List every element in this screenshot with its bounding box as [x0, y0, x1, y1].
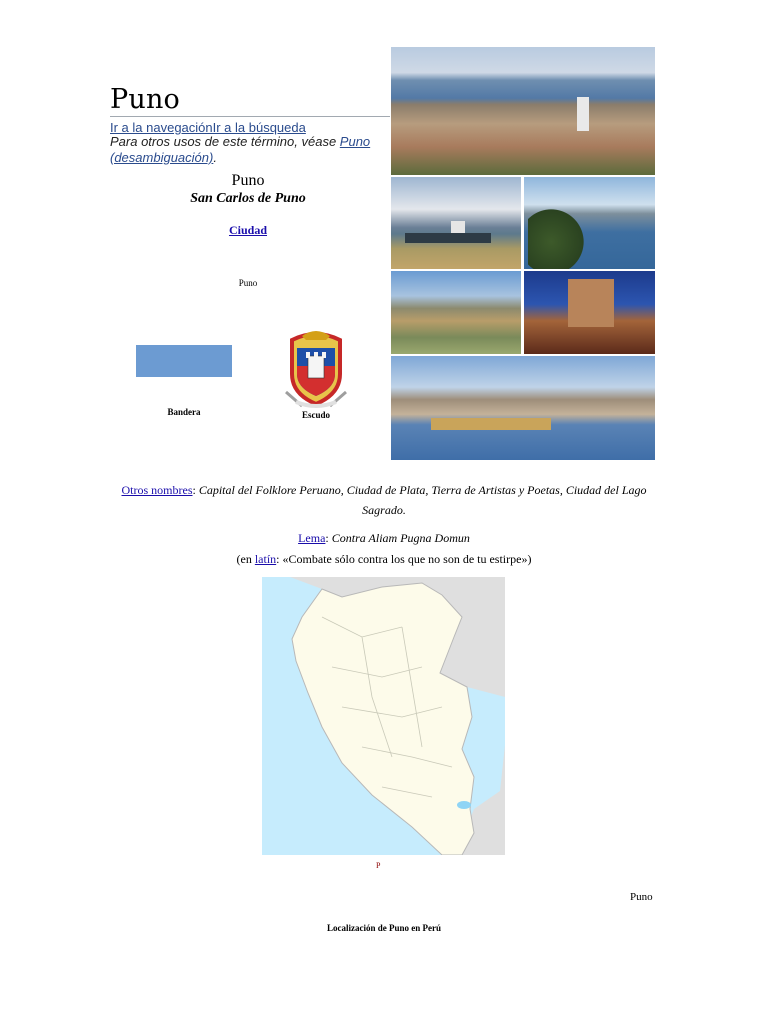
city-photo-collage[interactable]	[391, 47, 655, 460]
title-divider	[110, 116, 390, 117]
photo-reed-islands[interactable]	[391, 271, 521, 354]
photo-uros-islands[interactable]	[391, 356, 655, 460]
photo-steamship[interactable]	[391, 177, 521, 269]
infobox-nicknames: Otros nombres: Capital del Folklore Peruano, Ciudad de Plata, Tierra de Artistas y Poetas, Ciudad del Lago Sagrado.	[121, 483, 647, 517]
skip-links-text[interactable]: Ir a la navegaciónIr a la búsqueda	[110, 120, 306, 135]
motto-translation	[110, 552, 658, 567]
page-title: Puno	[110, 84, 181, 115]
hatnote-suffix: .	[213, 150, 217, 165]
motto-translation-text: : «Combate sólo contra los que no son de tu estirpe»)	[276, 552, 532, 566]
nicknames-value: Capital del Folklore Peruano, Ciudad de Plata, Tierra de Artistas y Poetas, Ciudad del Lago Sagrado.	[198, 483, 647, 517]
photo-bay-cactus[interactable]	[524, 177, 655, 269]
location-map-peru[interactable]	[262, 577, 505, 855]
infobox-name: Puno	[231, 172, 265, 189]
coat-of-arms-image[interactable]	[282, 326, 350, 410]
infobox-motto: Lema: Contra Aliam Pugna Domun	[298, 531, 470, 545]
hatnote	[110, 134, 390, 166]
infobox-official-name: San Carlos de Puno	[190, 191, 306, 206]
nicknames-link[interactable]: Otros nombres	[121, 483, 193, 497]
city-type-link[interactable]: Ciudad	[228, 223, 268, 237]
photo-cathedral-night[interactable]	[524, 271, 655, 354]
map-caption: Localización de Puno en Perú	[327, 923, 441, 933]
motto-link[interactable]: Lema	[298, 531, 326, 545]
image-caption: Puno	[238, 278, 258, 288]
infobox-type	[110, 223, 386, 238]
map-place-label: Puno	[630, 891, 653, 903]
disambiguation-link[interactable]: Puno (desambiguación)	[110, 134, 371, 165]
skip-navigation-links[interactable]	[110, 120, 306, 135]
flag-label: Bandera	[167, 407, 201, 417]
motto-value: Contra Aliam Pugna Domun	[331, 531, 470, 545]
latin-link[interactable]: latín	[254, 552, 277, 566]
hatnote-prefix: Para otros usos de este término, véase	[110, 134, 340, 149]
photo-puno-panorama[interactable]	[391, 47, 655, 175]
coat-of-arms-label: Escudo	[301, 410, 330, 420]
motto-translation-prefix: (en	[236, 552, 255, 566]
flag-image[interactable]	[136, 345, 232, 377]
map-marker-label: P	[376, 861, 381, 870]
